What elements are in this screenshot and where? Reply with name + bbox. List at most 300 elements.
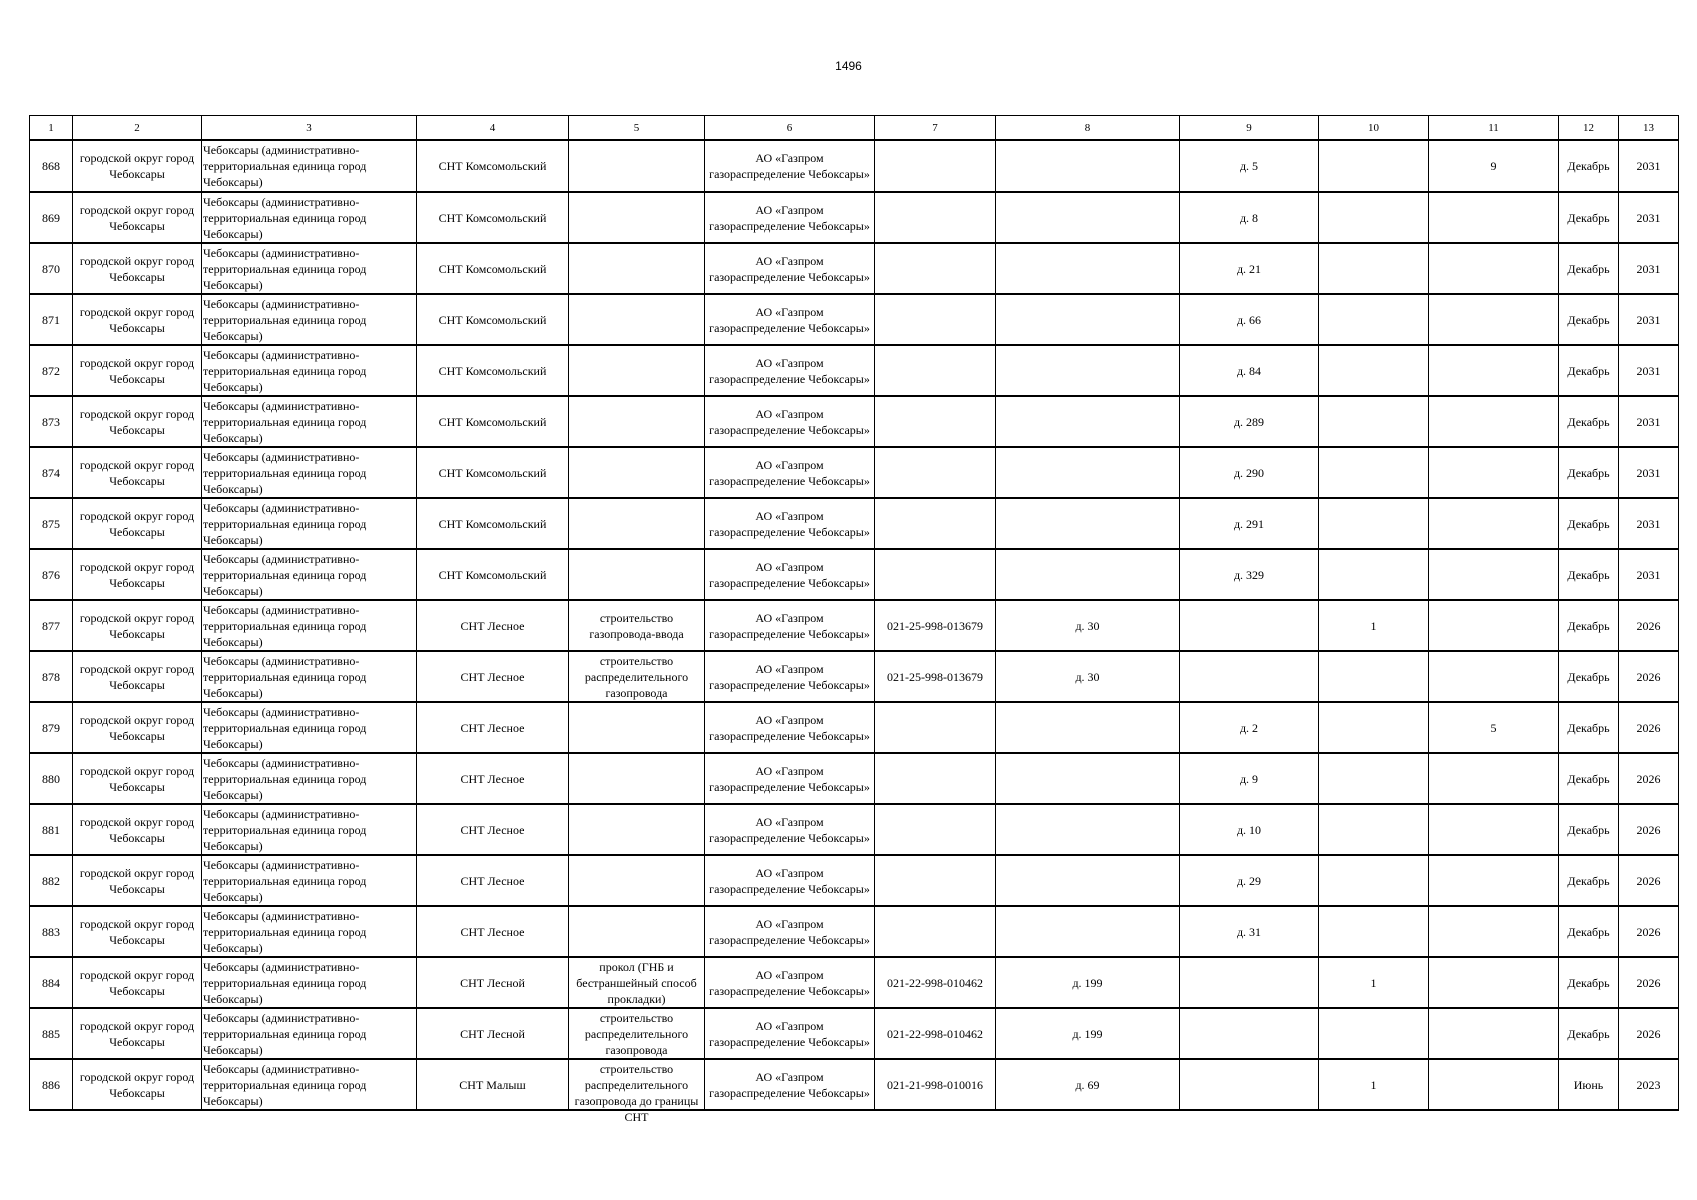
cell-count-a: [1319, 345, 1429, 396]
cell-settlement: [202, 294, 417, 345]
cell-municipality: городской округ город Чебоксары: [73, 447, 202, 498]
cell-count-a: [1319, 1008, 1429, 1059]
cell-month: Декабрь: [1559, 651, 1619, 702]
col-header: 9: [1180, 116, 1319, 141]
header-row: [30, 116, 1679, 141]
cell-house: [1180, 600, 1319, 651]
cell-count-a: [1319, 447, 1429, 498]
cell-contract-number: [875, 498, 996, 549]
cell-work-type: [569, 753, 705, 804]
cell-organization: АО «Газпром газораспределение Чебоксары»: [705, 396, 875, 447]
cell-house: д. 84: [1180, 345, 1319, 396]
table-row: [30, 906, 1679, 957]
cell-count-b: [1429, 1008, 1559, 1059]
cell-row-number: 873: [30, 396, 73, 447]
cell-organization: АО «Газпром газораспределение Чебоксары»: [705, 498, 875, 549]
cell-month: Декабрь: [1559, 549, 1619, 600]
cell-territory: СНТ Лесное: [417, 651, 569, 702]
cell-object: д. 199: [996, 1008, 1180, 1059]
cell-contract-number: [875, 549, 996, 600]
table-row: [30, 294, 1679, 345]
cell-row-number: 884: [30, 957, 73, 1008]
cell-count-a: [1319, 753, 1429, 804]
cell-settlement: [202, 600, 417, 651]
cell-municipality: городской округ город Чебоксары: [73, 651, 202, 702]
cell-contract-number: 021-25-998-013679: [875, 651, 996, 702]
cell-organization: АО «Газпром газораспределение Чебоксары»: [705, 702, 875, 753]
cell-organization: АО «Газпром газораспределение Чебоксары»: [705, 192, 875, 243]
cell-count-a: [1319, 906, 1429, 957]
cell-year: 2026: [1619, 957, 1679, 1008]
cell-row-number: 876: [30, 549, 73, 600]
cell-month: Декабрь: [1559, 140, 1619, 192]
cell-contract-number: [875, 906, 996, 957]
cell-count-a: [1319, 396, 1429, 447]
cell-row-number: 882: [30, 855, 73, 906]
cell-work-type-text: строительство распределительного газопровода: [584, 1010, 689, 1057]
cell-territory: СНТ Комсомольский: [417, 549, 569, 600]
cell-month: Декабрь: [1559, 702, 1619, 753]
cell-settlement-text: Чебоксары (административно-территориальная единица город Чебоксары): [203, 551, 367, 598]
cell-municipality: городской округ город Чебоксары: [73, 906, 202, 957]
cell-count-b: [1429, 345, 1559, 396]
cell-work-type: [569, 192, 705, 243]
cell-municipality: городской округ город Чебоксары: [73, 192, 202, 243]
cell-object: д. 199: [996, 957, 1180, 1008]
cell-work-type: [569, 906, 705, 957]
cell-settlement: [202, 906, 417, 957]
table-row: [30, 396, 1679, 447]
cell-work-type: [569, 396, 705, 447]
cell-object: [996, 294, 1180, 345]
cell-settlement: [202, 804, 417, 855]
cell-municipality: городской округ город Чебоксары: [73, 1059, 202, 1110]
cell-row-number: 881: [30, 804, 73, 855]
cell-count-a: 1: [1319, 1059, 1429, 1110]
cell-count-a: [1319, 498, 1429, 549]
col-header: 3: [202, 116, 417, 141]
cell-count-b: [1429, 600, 1559, 651]
cell-organization: АО «Газпром газораспределение Чебоксары»: [705, 957, 875, 1008]
cell-count-b: [1429, 753, 1559, 804]
cell-object: [996, 855, 1180, 906]
cell-municipality: городской округ город Чебоксары: [73, 396, 202, 447]
cell-object: [996, 804, 1180, 855]
cell-territory: СНТ Лесной: [417, 957, 569, 1008]
cell-count-b: 5: [1429, 702, 1559, 753]
cell-municipality: городской округ город Чебоксары: [73, 549, 202, 600]
cell-row-number: 878: [30, 651, 73, 702]
table-row: [30, 345, 1679, 396]
cell-contract-number: 021-22-998-010462: [875, 957, 996, 1008]
cell-territory: СНТ Комсомольский: [417, 294, 569, 345]
cell-count-b: [1429, 243, 1559, 294]
registry-table: [29, 115, 1679, 1124]
cell-work-type: [569, 345, 705, 396]
cell-work-type: [569, 294, 705, 345]
cell-settlement: [202, 1059, 417, 1110]
cell-row-number: 871: [30, 294, 73, 345]
cell-work-type: [569, 600, 705, 651]
cell-territory: СНТ Лесной: [417, 1008, 569, 1059]
cell-count-a: [1319, 702, 1429, 753]
cell-year: 2031: [1619, 345, 1679, 396]
cell-settlement-text: Чебоксары (административно-территориальная единица город Чебоксары): [203, 1061, 367, 1108]
cell-year: 2031: [1619, 294, 1679, 345]
cell-count-a: 1: [1319, 600, 1429, 651]
cell-settlement-text: Чебоксары (административно-территориальная единица город Чебоксары): [203, 959, 367, 1006]
cell-object: [996, 140, 1180, 192]
cell-territory: СНТ Комсомольский: [417, 447, 569, 498]
cell-contract-number: [875, 753, 996, 804]
col-header: 4: [417, 116, 569, 141]
cell-work-type: [569, 498, 705, 549]
col-header: 1: [30, 116, 73, 141]
cell-year: 2026: [1619, 804, 1679, 855]
cell-house: д. 329: [1180, 549, 1319, 600]
cell-row-number: 885: [30, 1008, 73, 1059]
cell-municipality: городской округ город Чебоксары: [73, 498, 202, 549]
cell-organization: АО «Газпром газораспределение Чебоксары»: [705, 294, 875, 345]
cell-work-type: [569, 957, 705, 1008]
col-header: 2: [73, 116, 202, 141]
cell-year: 2026: [1619, 906, 1679, 957]
cell-contract-number: [875, 396, 996, 447]
cell-month: Июнь: [1559, 1059, 1619, 1110]
cell-year: 2031: [1619, 243, 1679, 294]
cell-year: 2031: [1619, 396, 1679, 447]
cell-contract-number: [875, 804, 996, 855]
cell-house: д. 9: [1180, 753, 1319, 804]
cell-object: д. 69: [996, 1059, 1180, 1110]
cell-house: [1180, 1059, 1319, 1110]
cell-count-a: [1319, 804, 1429, 855]
cell-municipality: городской округ город Чебоксары: [73, 140, 202, 192]
cell-settlement-text: Чебоксары (административно-территориальная единица город Чебоксары): [203, 602, 367, 649]
cell-count-b: [1429, 906, 1559, 957]
table-row: [30, 957, 1679, 1008]
cell-settlement-text: Чебоксары (административно-территориальная единица город Чебоксары): [203, 806, 367, 853]
cell-count-a: 1: [1319, 957, 1429, 1008]
cell-work-type: [569, 1059, 705, 1124]
cell-count-b: [1429, 498, 1559, 549]
cell-organization: АО «Газпром газораспределение Чебоксары»: [705, 345, 875, 396]
table-row: [30, 702, 1679, 753]
cell-count-a: [1319, 192, 1429, 243]
cell-object: [996, 396, 1180, 447]
cell-month: Декабрь: [1559, 957, 1619, 1008]
col-header: 5: [569, 116, 705, 141]
cell-count-b: [1429, 957, 1559, 1008]
cell-organization: АО «Газпром газораспределение Чебоксары»: [705, 549, 875, 600]
cell-count-b: 9: [1429, 140, 1559, 192]
table-row: [30, 855, 1679, 906]
cell-year: 2031: [1619, 192, 1679, 243]
cell-month: Декабрь: [1559, 396, 1619, 447]
cell-organization: АО «Газпром газораспределение Чебоксары»: [705, 651, 875, 702]
cell-house: д. 66: [1180, 294, 1319, 345]
cell-work-type: [569, 140, 705, 192]
cell-row-number: 870: [30, 243, 73, 294]
cell-municipality: городской округ город Чебоксары: [73, 294, 202, 345]
cell-organization: АО «Газпром газораспределение Чебоксары»: [705, 804, 875, 855]
table-row: [30, 447, 1679, 498]
table-row: [30, 600, 1679, 651]
cell-settlement: [202, 192, 417, 243]
cell-year: 2026: [1619, 855, 1679, 906]
cell-settlement: [202, 498, 417, 549]
cell-house: д. 31: [1180, 906, 1319, 957]
cell-settlement: [202, 447, 417, 498]
cell-work-type: [569, 651, 705, 702]
cell-work-type-text: строительство распределительного газопровода до границы СНТ: [574, 1061, 699, 1124]
cell-row-number: 877: [30, 600, 73, 651]
cell-settlement-text: Чебоксары (административно-территориальная единица город Чебоксары): [203, 347, 367, 394]
cell-house: д. 290: [1180, 447, 1319, 498]
cell-municipality: городской округ город Чебоксары: [73, 804, 202, 855]
cell-month: Декабрь: [1559, 1008, 1619, 1059]
col-header: 10: [1319, 116, 1429, 141]
cell-contract-number: [875, 345, 996, 396]
cell-municipality: городской округ город Чебоксары: [73, 345, 202, 396]
cell-month: Декабрь: [1559, 294, 1619, 345]
cell-settlement: [202, 345, 417, 396]
table-row: [30, 804, 1679, 855]
cell-year: 2026: [1619, 1008, 1679, 1059]
cell-contract-number: [875, 702, 996, 753]
cell-month: Декабрь: [1559, 906, 1619, 957]
cell-work-type: [569, 1008, 705, 1059]
cell-house: д. 291: [1180, 498, 1319, 549]
cell-count-a: [1319, 140, 1429, 192]
cell-row-number: 869: [30, 192, 73, 243]
cell-house: д. 2: [1180, 702, 1319, 753]
cell-contract-number: [875, 243, 996, 294]
cell-month: Декабрь: [1559, 498, 1619, 549]
cell-row-number: 880: [30, 753, 73, 804]
cell-count-b: [1429, 1059, 1559, 1110]
col-header: 12: [1559, 116, 1619, 141]
cell-month: Декабрь: [1559, 804, 1619, 855]
cell-settlement: [202, 549, 417, 600]
cell-year: 2031: [1619, 140, 1679, 192]
cell-settlement: [202, 651, 417, 702]
cell-territory: СНТ Лесное: [417, 804, 569, 855]
cell-organization: АО «Газпром газораспределение Чебоксары»: [705, 753, 875, 804]
cell-organization: АО «Газпром газораспределение Чебоксары»: [705, 906, 875, 957]
cell-contract-number: 021-25-998-013679: [875, 600, 996, 651]
cell-count-a: [1319, 243, 1429, 294]
cell-count-a: [1319, 651, 1429, 702]
cell-object: [996, 702, 1180, 753]
page-number: 1496: [835, 59, 862, 73]
cell-settlement-text: Чебоксары (административно-территориальная единица город Чебоксары): [203, 755, 367, 802]
cell-settlement-text: Чебоксары (административно-территориальная единица город Чебоксары): [203, 908, 367, 955]
cell-contract-number: [875, 294, 996, 345]
cell-municipality: городской округ город Чебоксары: [73, 1008, 202, 1059]
cell-row-number: 886: [30, 1059, 73, 1110]
cell-settlement: [202, 855, 417, 906]
cell-settlement-text: Чебоксары (административно-территориальная единица город Чебоксары): [203, 857, 367, 904]
cell-count-b: [1429, 447, 1559, 498]
cell-object: [996, 498, 1180, 549]
cell-contract-number: 021-22-998-010462: [875, 1008, 996, 1059]
cell-settlement: [202, 753, 417, 804]
cell-house: д. 21: [1180, 243, 1319, 294]
cell-count-b: [1429, 396, 1559, 447]
cell-settlement-text: Чебоксары (административно-территориальная единица город Чебоксары): [203, 653, 367, 700]
cell-house: д. 289: [1180, 396, 1319, 447]
cell-contract-number: [875, 855, 996, 906]
cell-object: [996, 753, 1180, 804]
cell-territory: СНТ Комсомольский: [417, 140, 569, 192]
cell-house: [1180, 1008, 1319, 1059]
cell-object: [996, 549, 1180, 600]
cell-settlement-text: Чебоксары (административно-территориальная единица город Чебоксары): [203, 143, 367, 189]
cell-contract-number: [875, 140, 996, 192]
cell-municipality: городской округ город Чебоксары: [73, 600, 202, 651]
cell-territory: СНТ Комсомольский: [417, 243, 569, 294]
cell-count-a: [1319, 549, 1429, 600]
col-header: 13: [1619, 116, 1679, 141]
cell-row-number: 872: [30, 345, 73, 396]
cell-municipality: городской округ город Чебоксары: [73, 855, 202, 906]
cell-contract-number: 021-21-998-010016: [875, 1059, 996, 1110]
cell-work-type-text: строительство распределительного газопровода: [584, 653, 689, 700]
cell-territory: СНТ Лесное: [417, 855, 569, 906]
cell-house: [1180, 651, 1319, 702]
cell-territory: СНТ Лесное: [417, 702, 569, 753]
cell-year: 2026: [1619, 600, 1679, 651]
cell-settlement: [202, 396, 417, 447]
cell-municipality: городской округ город Чебоксары: [73, 753, 202, 804]
cell-object: [996, 345, 1180, 396]
cell-work-type-text: строительство газопровода-ввода: [589, 610, 684, 641]
table-row: [30, 549, 1679, 600]
cell-settlement-text: Чебоксары (административно-территориальная единица город Чебоксары): [203, 500, 367, 547]
cell-count-b: [1429, 549, 1559, 600]
table-row: [30, 753, 1679, 804]
cell-work-type: [569, 243, 705, 294]
cell-house: д. 10: [1180, 804, 1319, 855]
cell-territory: СНТ Комсомольский: [417, 345, 569, 396]
cell-row-number: 874: [30, 447, 73, 498]
cell-month: Декабрь: [1559, 855, 1619, 906]
cell-territory: СНТ Комсомольский: [417, 192, 569, 243]
cell-row-number: 875: [30, 498, 73, 549]
col-header: 7: [875, 116, 996, 141]
cell-month: Декабрь: [1559, 345, 1619, 396]
cell-work-type: [569, 702, 705, 753]
cell-year: 2031: [1619, 447, 1679, 498]
cell-municipality: городской округ город Чебоксары: [73, 243, 202, 294]
cell-settlement: [202, 1008, 417, 1059]
cell-year: 2026: [1619, 651, 1679, 702]
cell-work-type: [569, 447, 705, 498]
cell-row-number: 879: [30, 702, 73, 753]
cell-house: д. 5: [1180, 140, 1319, 192]
cell-settlement: [202, 702, 417, 753]
cell-settlement: [202, 140, 417, 192]
cell-territory: СНТ Лесное: [417, 600, 569, 651]
cell-year: 2031: [1619, 498, 1679, 549]
cell-work-type: [569, 804, 705, 855]
cell-work-type: [569, 549, 705, 600]
cell-year: 2026: [1619, 702, 1679, 753]
cell-row-number: 868: [30, 140, 73, 192]
cell-organization: АО «Газпром газораспределение Чебоксары»: [705, 140, 875, 192]
cell-municipality: городской округ город Чебоксары: [73, 957, 202, 1008]
cell-object: д. 30: [996, 651, 1180, 702]
cell-organization: АО «Газпром газораспределение Чебоксары»: [705, 243, 875, 294]
cell-territory: СНТ Малыш: [417, 1059, 569, 1110]
cell-month: Декабрь: [1559, 243, 1619, 294]
cell-settlement-text: Чебоксары (административно-территориальная единица город Чебоксары): [203, 1010, 367, 1057]
table-row: [30, 1008, 1679, 1059]
col-header: 6: [705, 116, 875, 141]
cell-count-b: [1429, 804, 1559, 855]
cell-municipality: городской округ город Чебоксары: [73, 702, 202, 753]
cell-territory: СНТ Лесное: [417, 753, 569, 804]
cell-contract-number: [875, 447, 996, 498]
cell-count-a: [1319, 855, 1429, 906]
cell-work-type-text: прокол (ГНБ и бестраншейный способ прокладки): [576, 959, 697, 1006]
col-header: 11: [1429, 116, 1559, 141]
cell-month: Декабрь: [1559, 753, 1619, 804]
col-header: 8: [996, 116, 1180, 141]
cell-territory: СНТ Комсомольский: [417, 498, 569, 549]
table-row: [30, 192, 1679, 243]
cell-object: [996, 192, 1180, 243]
cell-organization: АО «Газпром газораспределение Чебоксары»: [705, 600, 875, 651]
cell-count-a: [1319, 294, 1429, 345]
cell-house: д. 8: [1180, 192, 1319, 243]
cell-year: 2031: [1619, 549, 1679, 600]
cell-house: д. 29: [1180, 855, 1319, 906]
cell-settlement-text: Чебоксары (административно-территориальная единица город Чебоксары): [203, 194, 367, 241]
cell-territory: СНТ Лесное: [417, 906, 569, 957]
cell-settlement-text: Чебоксары (административно-территориальная единица город Чебоксары): [203, 296, 367, 343]
cell-work-type: [569, 855, 705, 906]
cell-count-b: [1429, 192, 1559, 243]
cell-settlement-text: Чебоксары (административно-территориальная единица город Чебоксары): [203, 704, 367, 751]
cell-month: Декабрь: [1559, 600, 1619, 651]
cell-organization: АО «Газпром газораспределение Чебоксары»: [705, 855, 875, 906]
cell-organization: АО «Газпром газораспределение Чебоксары»: [705, 447, 875, 498]
cell-year: 2023: [1619, 1059, 1679, 1110]
cell-settlement-text: Чебоксары (административно-территориальная единица город Чебоксары): [203, 449, 367, 496]
table-row: [30, 243, 1679, 294]
cell-settlement-text: Чебоксары (административно-территориальная единица город Чебоксары): [203, 398, 367, 445]
cell-territory: СНТ Комсомольский: [417, 396, 569, 447]
cell-count-b: [1429, 855, 1559, 906]
cell-settlement-text: Чебоксары (административно-территориальная единица город Чебоксары): [203, 245, 367, 292]
cell-count-b: [1429, 651, 1559, 702]
cell-organization: АО «Газпром газораспределение Чебоксары»: [705, 1008, 875, 1059]
cell-year: 2026: [1619, 753, 1679, 804]
cell-object: [996, 243, 1180, 294]
cell-organization: АО «Газпром газораспределение Чебоксары»: [705, 1059, 875, 1110]
table-row: [30, 498, 1679, 549]
cell-contract-number: [875, 192, 996, 243]
cell-row-number: 883: [30, 906, 73, 957]
cell-object: [996, 447, 1180, 498]
table-row: [30, 140, 1679, 192]
table-body: [30, 140, 1679, 1124]
cell-settlement: [202, 957, 417, 1008]
cell-house: [1180, 957, 1319, 1008]
cell-month: Декабрь: [1559, 447, 1619, 498]
